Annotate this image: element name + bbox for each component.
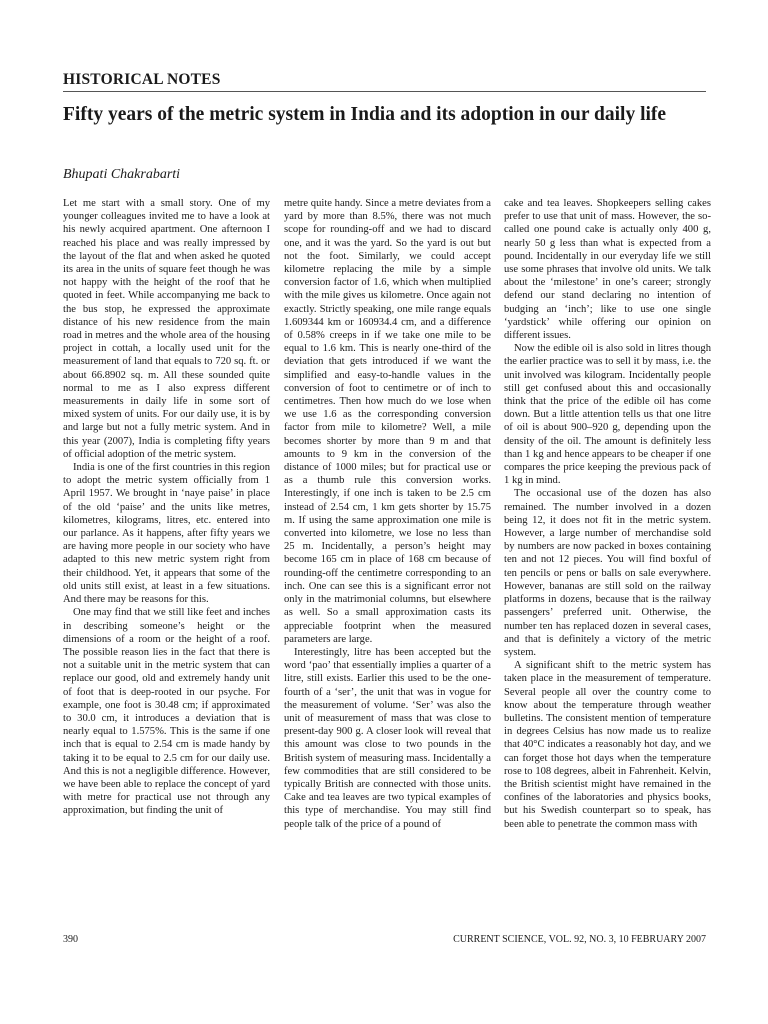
paragraph: cake and tea leaves. Shopkeepers selling cakes prefer to use that unit of mass. However, the so-called one pound cake is actually only 400 g, nearly 50 g less than what is expected from a pound. Incidentally in our everyday life we still use some phrases that involve old units. We talk about the ‘milestone’ in one’s career; strongly defend our stand declaring no intention of budging an ‘inch’; like to use one single ‘yardstick’ while offering our opinion on different issues. bbox=[504, 198, 711, 342]
section-label: HISTORICAL NOTES bbox=[63, 71, 221, 88]
paragraph: India is one of the first countries in this region to adopt the metric system officially from 1 April 1957. We brought in ‘naye paise’ in place of the old ‘paise’ and the units like metres, kilometres, kilograms, litres, etc. entered into our parlance. As it happens, after fifty years we are having more people in our society who have adapted to this new metric system right from their childhood. Yet, it appears that some of the old units still exist, at least in a few situations. And there may be reasons for this. bbox=[63, 462, 270, 606]
text-column-1 bbox=[63, 197, 270, 818]
paragraph: A significant shift to the metric system has taken place in the measurement of temperature. Several people all over the country come to know about the temperature through weather bulletins. The consistent mention of temperature in degrees Celsius has now made us to realize that 40°C indicates a reasonably hot day, and we can forget those hot days when the temperature rose to 108 degrees, albeit in Fahrenheit. Kelvin, the British scientist might have remained in the confines of the laboratories and physics books, but his Swedish counterpart so to speak, has been able to penetrate the common mass with bbox=[504, 660, 711, 830]
paragraph: One may find that we still like feet and inches in describing someone’s height or the dimensions of a room or the height of a roof. The possible reason lies in the fact that there is not a suitable unit in the metric system that can replace our good, old and extremely handy unit of foot that is deep-rooted in our psyche. For example, one foot is 30.48 cm; if approximated to 30.0 cm, it introduces a deviation that is nearly equal to 1.575%. This is the same if one inch that is equal to 2.54 cm is made handy by taking it to be equal to 2.5 cm for our daily use. And this is not a negligible difference. However, we have been able to replace the concept of yard with metre for practical use not through any approximation, but finding the unit of bbox=[63, 607, 270, 817]
header-rule bbox=[63, 91, 706, 92]
article-author: Bhupati Chakrabarti bbox=[63, 167, 181, 182]
article-title: Fifty years of the metric system in India and its adoption in our daily life bbox=[63, 104, 667, 125]
text-column-2 bbox=[284, 197, 491, 831]
page-number: 390 bbox=[63, 934, 78, 945]
paragraph: The occasional use of the dozen has also remained. The number involved in a dozen being 12, it does not fit in the metric system. However, a large number of merchandise sold by numbers are now packed in boxes containing ten and not 12 pieces. You will find boxful of ten pencils or pens or balls on sale everywhere. However, bananas are still sold on the railway platforms in dozens, because that is the railway passengers’ preferred unit. Otherwise, the number ten has replaced dozen in several cases, and that is definitely a victory of the metric system. bbox=[504, 488, 711, 658]
text-column-3 bbox=[504, 197, 711, 831]
journal-citation: CURRENT SCIENCE, VOL. 92, NO. 3, 10 FEBRUARY 2007 bbox=[453, 934, 706, 945]
paragraph: Let me start with a small story. One of my younger colleagues invited me to have a look at his newly acquired apartment. One afternoon I reached his place and was really impressed by the layout of the flat and when asked he quoted its area in the units of square feet though he was not happy with the height of the roof that he quoted in feet. While accompanying me back to the bus stop, he expressed the approximate distance of his new residence from the main road in metres and the whole area of the housing project in cottah, a locally used unit for the measurement of land that equals to 720 sq. ft. or about 66.8902 sq. m. All these sounded quite normal to me as I also express different measurements in daily life in some sort of mixed system of units. For our daily use, it is by and large but not a fully metric system. And in this year (2007), India is completing fifty years of official adoption of the metric system. bbox=[63, 198, 270, 460]
paragraph: metre quite handy. Since a metre deviates from a yard by more than 8.5%, there was not much scope for rounding-off and we had to discard one, and it was the yard. So the yard is out but not the foot. Similarly, we could accept kilometre replacing the mile by a simple conversion factor of 1.6, which when multiplied with the mile gives us kilometre. Once again not exactly. Strictly speaking, one mile range equals 1.609344 km or 160934.4 cm, and a difference of 0.58% creeps in if we take one mile to be equal to 1.6 km. This is nearly one-third of the deviation that gets introduced if we want the simplified and easy-to-handle values in the conversion of foot to centimetre or of inch to centimetres. Then how much do we lose when we use 1.6 as the corresponding conversion factor from mile to kilometre? Well, a mile becomes shorter by more than 9 m and that amounts to 9 km in the conversion of the distance of 1000 miles; but for practical use or as a thumb rule this conversion works. Interestingly, if one inch is taken to be 2.5 cm instead of 2.54 cm, 1 km gets shorter by 15.75 m. If using the same approximation one mile is converted into kilometre, we lose no less than 25 m. Incidentally, a person’s height may become 165 cm in place of 168 cm because of rounding-off the centimetre corresponding to an inch. One can see this is a significant error not only in the matrimonial columns, but elsewhere as well. So a small approximation casts its appreciable footprint when the measured parameters are large. bbox=[284, 198, 491, 645]
paragraph: Interestingly, litre has been accepted but the word ‘pao’ that essentially implies a quarter of a litre, still exists. Earlier this used to be the one-fourth of a ‘ser’, the unit that was in vogue for the measurement of volume. ‘Ser’ was also the unit of measurement of mass that was close to present-day 900 g. A closer look will reveal that this amount was close to two pounds in the British system of measuring mass. Incidentally a few commodities that are still considered to be typically British are connected with those units. Cake and tea leaves are two typical examples of this type of merchandise. You may still find people talk of the price of a pound of bbox=[284, 646, 491, 830]
paragraph: Now the edible oil is also sold in litres though the earlier practice was to sell it by mass, i.e. the unit involved was kilogram. Incidentally people still get confused about this and occasionally think that the price of the edible oil has come down. But a little attention tells us that one litre of oil is about 900–920 g, depending upon the density of the oil. The amount is definitely less than 1 kg and hence appears to be cheaper if one compares the price keeping the previous pack of 1 kg in mind. bbox=[504, 343, 711, 487]
